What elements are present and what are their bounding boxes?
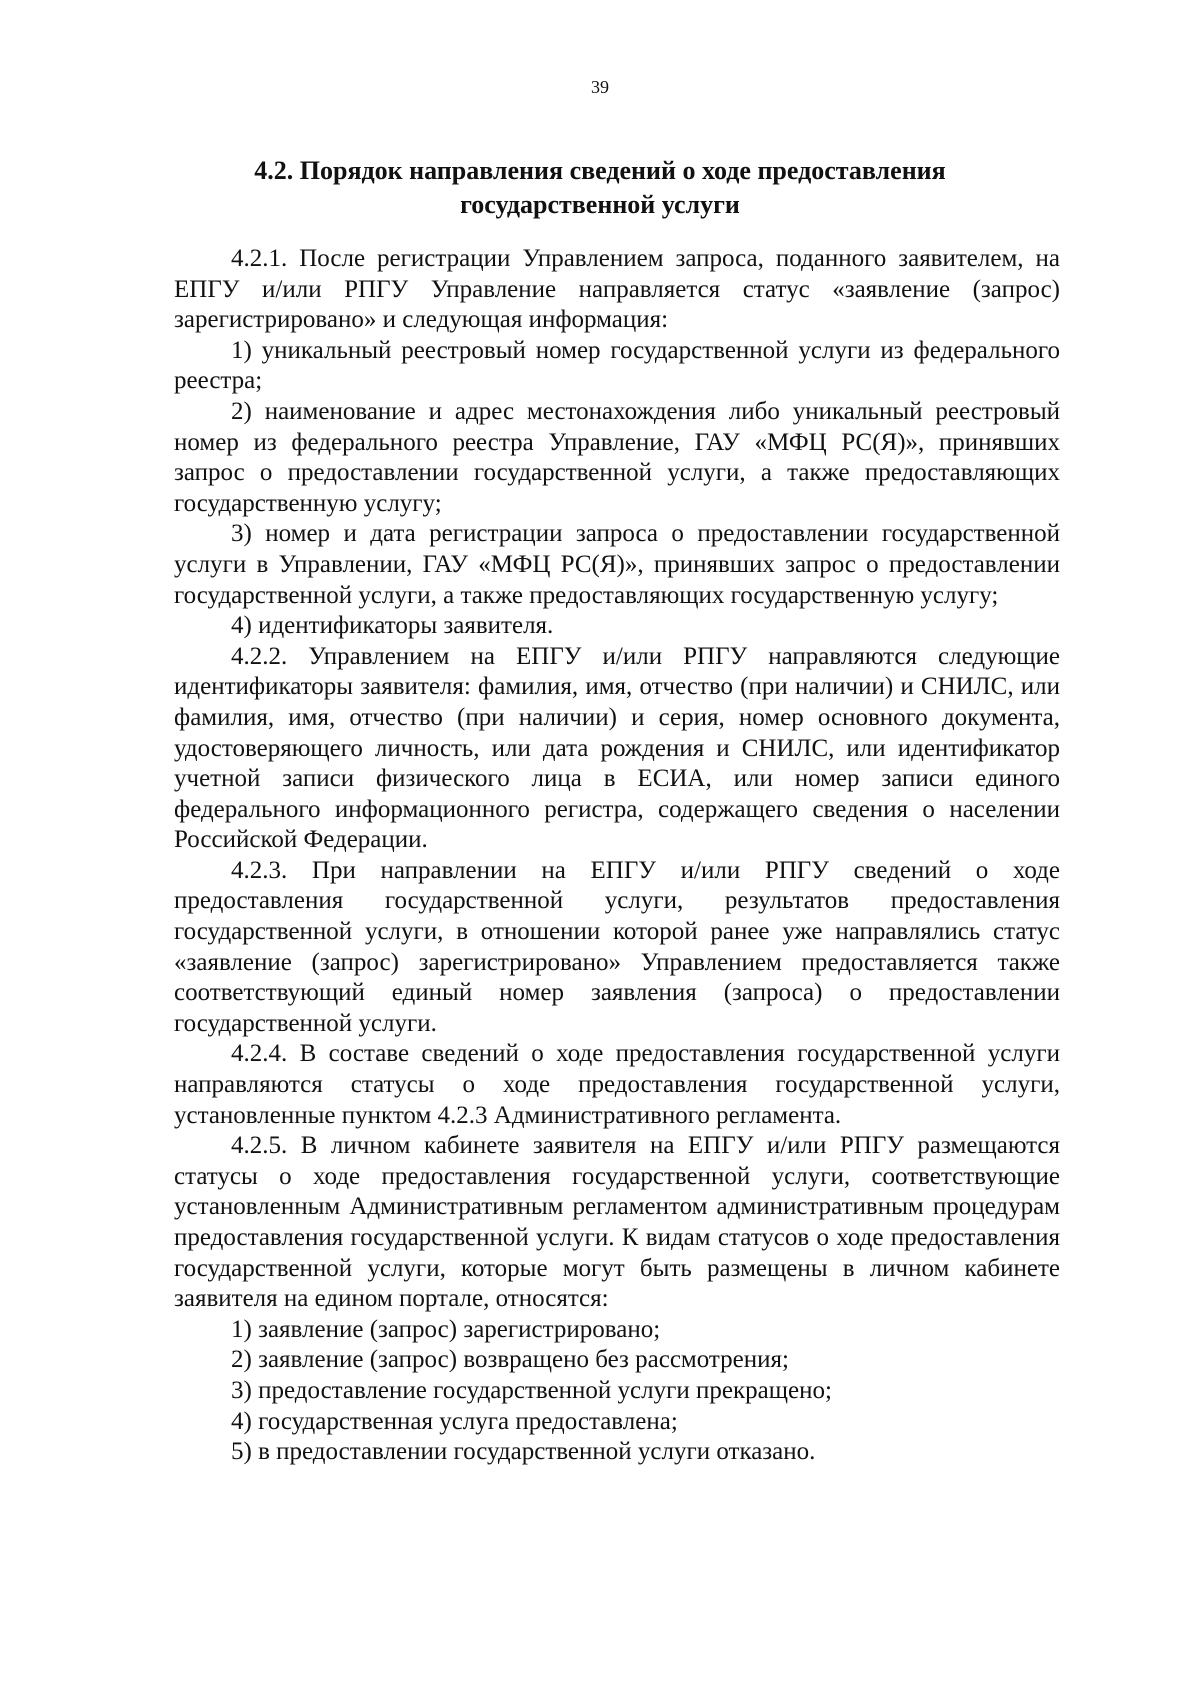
list-item-status-1: 1) заявление (запрос) зарегистрировано;	[231, 1315, 661, 1343]
paragraph-4-2-4: 4.2.4. В составе сведений о ходе предоставления государственной услуги направляются статусы о ходе предоставления государственной услуги, установленные пунктом 4.2.3 Административного регламента.	[174, 1040, 1060, 1129]
list-item-info-1: 1) уникальный реестровый номер государственной услуги из федерального реестра;	[174, 336, 1060, 395]
paragraph-4-2-3: 4.2.3. При направлении на ЕПГУ и/или РПГУ сведений о ходе предоставления государственной услуги, результатов предоставления государственной услуги, в отношении которой ранее уже направлялись статус «заявление (запрос) зарегистрировано» Управлением предоставляется также соответствующий единый номер заявления (запроса) о предоставлении государственной услуги.	[174, 856, 1060, 1037]
list-item-status-2: 2) заявление (запрос) возвращено без рассмотрения;	[231, 1346, 789, 1374]
paragraph-4-2-1: 4.2.1. После регистрации Управлением запроса, поданного заявителем, на ЕПГУ и/или РПГУ Управление направляется статус «заявление (запрос) зарегистрировано» и следующая информация:	[174, 245, 1060, 334]
document-body	[174, 244, 1060, 1468]
section-title-line-2: государственной услуги	[460, 190, 740, 219]
list-item-info-2: 2) наименование и адрес местонахождения либо уникальный реестровый номер из федерального реестра Управление, ГАУ «МФЦ РС(Я)», принявших запрос о предоставлении государственной услуги, а также предоставляющих государственную услугу;	[174, 397, 1060, 517]
list-item-info-4: 4) идентификаторы заявителя.	[231, 612, 554, 640]
section-title	[160, 154, 1040, 222]
paragraph-4-2-2: 4.2.2. Управлением на ЕПГУ и/или РПГУ направляются следующие идентификаторы заявителя: фамилия, имя, отчество (при наличии) и СНИЛС, или фамилия, имя, отчество (при наличии) и серия, номер основного документа, удостоверяющего личность, или дата рождения и СНИЛС, или идентификатор учетной записи физического лица в ЕСИА, или номер записи единого федерального информационного регистра, содержащего сведения о населении Российской Федерации.	[174, 642, 1060, 854]
section-title-line-1: 4.2. Порядок направления сведений о ходе предоставления	[254, 156, 946, 185]
page-number: 39	[591, 77, 609, 97]
list-item-status-5: 5) в предоставлении государственной услуги отказано.	[231, 1438, 816, 1466]
list-item-status-4: 4) государственная услуга предоставлена;	[231, 1407, 678, 1435]
list-item-status-3: 3) предоставление государственной услуги прекращено;	[231, 1376, 832, 1404]
paragraph-4-2-5: 4.2.5. В личном кабинете заявителя на ЕПГУ и/или РПГУ размещаются статусы о ходе предоставления государственной услуги, соответствующие установленным Административным регламентом административным процедурам предоставления государственной услуги. К видам статусов о ходе предоставления государственной услуги, которые могут быть размещены в личном кабинете заявителя на едином портале, относятся:	[174, 1132, 1060, 1313]
list-item-info-3: 3) номер и дата регистрации запроса о предоставлении государственной услуги в Управлении, ГАУ «МФЦ РС(Я)», принявших запрос о предоставлении государственной услуги, а также предоставляющих государственную услугу;	[174, 520, 1060, 609]
